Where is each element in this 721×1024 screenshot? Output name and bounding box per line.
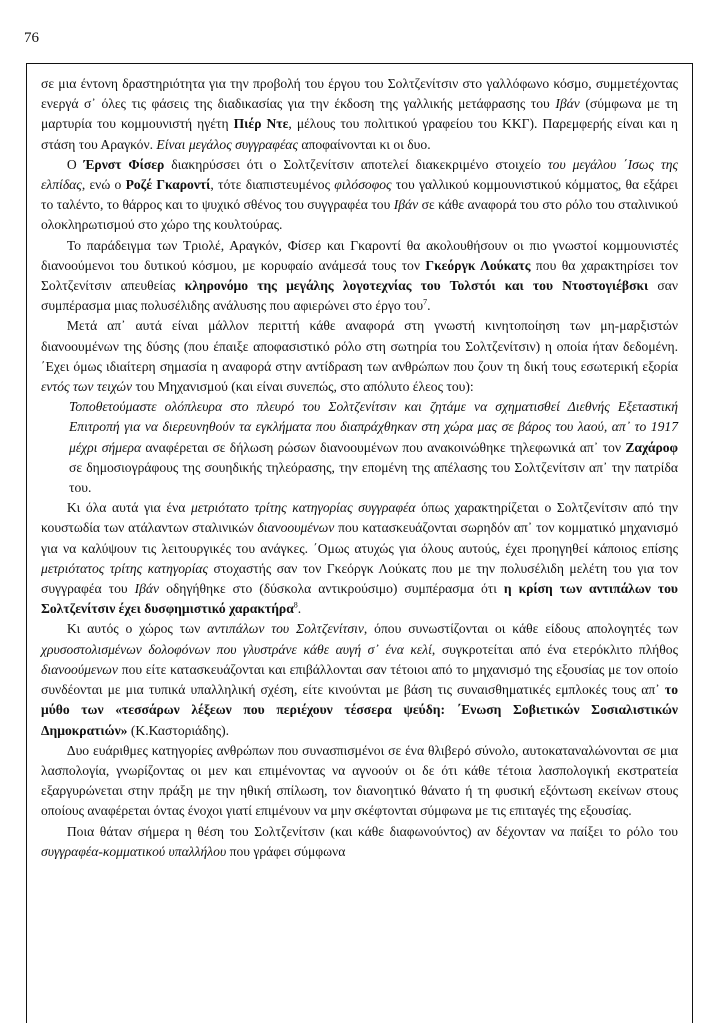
text-segment: μετριότατο τρίτης κατηγορίας συγγραφέα <box>190 500 416 516</box>
text-segment: συγγραφέα-κομματικού υπαλλήλου <box>41 843 227 859</box>
paragraph <box>41 822 678 862</box>
text-segment: Πιέρ Ντε <box>233 116 289 132</box>
footnote-marker: 7 <box>423 297 428 307</box>
text-segment: χρυσοστολισμένων δολοφόνων που γλυστράνε κάθε αυγή σ᾽ ένα κελί <box>41 641 432 657</box>
text-segment: , ενώ ο <box>81 177 126 193</box>
text-segment: Τοποθετούμαστε ολόπλευρα στο πλευρό του Σολτζενίτσιν και ζητάμε να σχηματισθεί Διεθνής Εξεταστική Επιτροπή για να διερευνηθούν τα εγκλήματα που διαπράχθηκαν στη χώρα μας σε βάρος του λαού, απ᾽ το 1917 μέχρι σήμερα <box>69 399 678 455</box>
text-segment: , τότε διαπιστευμένος <box>210 177 335 193</box>
text-segment: Ζαχάροφ <box>625 439 678 455</box>
text-segment: του Μηχανισμού (και είναι συνεπώς, στο απόλυτο έλεος του): <box>132 379 474 395</box>
text-segment: Ροζέ Γκαροντί <box>125 177 211 193</box>
text-segment: Ιβάν <box>555 96 580 112</box>
text-segment: (Κ.Καστοριάδης). <box>127 722 230 738</box>
text-segment: Ποια θάταν σήμερα η θέση του Σολτζενίτσιν (και κάθε διαφωνούντος) αν δέχονταν να παίξει το ρόλο του <box>66 823 678 839</box>
text-segment: Έρνστ Φίσερ <box>83 156 165 172</box>
text-segment: οδηγήθηκε στο (δύσκολα αντικρούσιμο) συμπέρασμα ότι <box>159 581 504 597</box>
text-segment: Γκεόργκ Λούκατς <box>425 257 531 273</box>
text-segment: κληρονόμο της μεγάλης λογοτεχνίας του Τολστόι και του Ντοστογιέβσκι <box>184 278 649 294</box>
text-segment: . <box>427 298 431 314</box>
text-segment: διανοούμενων <box>41 661 118 677</box>
text-segment: Ιβάν <box>134 581 160 597</box>
paragraph <box>41 155 678 236</box>
text-segment: η κρίση των αντιπάλων του Σολτζενίτσιν έχει δυσφημιστικό χαρακτήρα <box>41 581 678 617</box>
text-segment: σαν συμπέρασμα μιας πολυσέλιδης ανάλυσης που αφιερώνει στο έργο του <box>41 278 678 314</box>
text-segment: μετριότατος τρίτης κατηγορίας <box>41 560 208 576</box>
text-segment: Το παράδειγμα των Τριολέ, Αραγκόν, Φίσερ και Γκαροντί θα ακολουθήσουν οι πιο γνωστοί κομμουνιστές διανοούμενοι του δυτικού κόσμου, με κορυφαίο ανάμεσά τους τον <box>41 237 678 273</box>
text-segment: , μέλους του πολιτικού γραφείου του ΚΚΓ). Παρεμφερής είναι και η στάση του Αραγκόν. <box>41 116 678 152</box>
text-segment: του μεγάλου ΄Ισως της ελπίδας <box>41 156 679 193</box>
text-segment: εντός των τειχών <box>41 379 133 395</box>
text-segment: στοχαστής σαν τον Γκεόργκ Λούκατς που με την πολυσέλιδη μελέτη του για τον συγγραφέα του <box>41 560 678 597</box>
text-segment: το μύθο των «τεσσάρων λέξεων που περιέχουν τέσσερα ψεύδη: ΄Ενωση Σοβιετικών Σοσιαλιστικών Δημοκρατιών» <box>41 682 678 738</box>
text-segment: Κι όλα αυτά για ένα <box>66 500 191 516</box>
text-segment: σε κάθε αναφορά του στο ρόλο του σταλινικού ολοκληρωτισμού στο χώρο της κουλτούρας. <box>41 197 678 233</box>
text-segment: διακηρύσσει ότι ο Σολτζενίτσιν αποτελεί διακεκριμένο στοιχείο <box>164 156 548 172</box>
text-segment: Ο <box>66 156 84 172</box>
text-segment: σε δημοσιογράφους της σουηδικής τηλεόρασης, την επομένη της απέλασης του Σολτζενίτσιν απ᾽ την πατρίδα του. <box>69 459 678 496</box>
text-segment: που κατασκευάζονται σωρηδόν απ᾽ τον κομματικό μηχανισμό για να καλύψουν τις λειτουργικές του ανάγκες. ΄Ομως ατυχώς για όλους αυτούς, έχει προηγηθεί κάποιος επίσης <box>41 520 678 556</box>
text-segment: . <box>297 601 302 617</box>
text-segment: (σύμφωνα με τη μαρτυρία του κομμουνιστή ηγέτη <box>41 96 679 132</box>
text-segment: Δυο ευάριθμες κατηγορίες ανθρώπων που συνασπισμένοι σε ένα θλιβερό σύνολο, αυτοκαταναλώνονται σε μια λασπολογία, γνωρίζοντας οι μεν και επιμένοντας να αγνοούν οι δε ότι κάθε τέτοια λασπολογική εκστρατεία εξαργυρώνεται στην πράξη με την ηθική σπίλωση, τον διανοητικό θάνατο ή τη φυσική εξόντωση εκείνων στους οποίους αναφέρεται όντας ένοχοι γιατί επιμένουν να μην σκέφτονται σύμφωνα με τις επιταγές της εξουσίας. <box>41 742 678 819</box>
text-segment: Μετά απ᾽ αυτά είναι μάλλον περιττή κάθε αναφορά στη γνωστή κινητοποίηση των μη-μαρξιστών διανοουμένων της δύσης (που έπαιξε αποφασιστικό ρόλο στη σωτηρία του Σολτζενίτσιν) η οποία ήταν δεδομένη. ΄Εχει όμως ιδιαίτερη σημασία η αναφορά στην αντίδραση των ανθρώπων που ζουν τη δική τους εσωτερική εξορία <box>41 318 678 374</box>
text-segment: σε μια έντονη δραστηριότητα για την προβολή του έργου του Σολτζενίτσιν στο γαλλόφωνο κόσμο, συμμετέχοντας ενεργά σ᾽ όλες τις φάσεις της διαδικασίας για την έκδοση της γαλλικής μετάφρασης του <box>41 76 678 112</box>
body-text <box>41 74 678 862</box>
paragraph <box>41 236 678 317</box>
text-segment: Ιβάν <box>393 197 419 213</box>
text-segment: που είτε κατασκευάζονται και επιβάλλονται σαν τέτοιοι από το μηχανισμό της εξουσίας με τον οποίο συνδέονται με μια τυπικά υπαλληλική σχέση, είτε κινούνται με βάση τις συναισθηματικές εμπλοκές τους απ᾽ <box>41 661 678 698</box>
text-segment: διανοουμένων <box>257 520 335 536</box>
text-segment: , όπου συνωστίζονται οι κάθε είδους απολογητές των <box>363 621 678 637</box>
text-segment: αναφέρεται σε δήλωση ρώσων διανοουμένων που ανακοινώθηκε τηλεφωνικά απ᾽ τον <box>141 439 626 455</box>
text-segment: Είναι μεγάλος συγγραφέας <box>156 136 298 152</box>
text-frame <box>26 63 693 1023</box>
text-segment: όπως χαρακτηρίζεται ο Σολτζενίτσιν από την κουστωδία των ατάλαντων σταλινικών <box>41 500 678 536</box>
paragraph <box>41 619 678 740</box>
text-segment: Κι αυτός ο χώρος των <box>66 621 208 637</box>
text-segment: που γράφει σύμφωνα <box>226 843 346 859</box>
text-segment: φιλόσοφος <box>334 177 392 193</box>
paragraph <box>69 397 678 498</box>
text-segment: αποφαίνονται κι οι δυο. <box>297 136 431 152</box>
paragraph <box>41 498 678 619</box>
text-segment: του γαλλικού κομμουνιστικού κόμματος, θα εξάρει το ταλέντο, το θάρρος και το ψυχικό σθένος του συγγραφέα του <box>41 177 678 213</box>
text-segment: , συγκροτείται από ένα ετερόκλιτο πλήθος <box>431 641 678 657</box>
paragraph <box>41 74 678 155</box>
paragraph <box>41 316 678 397</box>
text-segment: αντιπάλων του Σολτζενίτσιν <box>207 621 364 637</box>
text-segment: που θα χαρακτηρίσει τον Σολτζενίτσιν απευθείας <box>41 257 679 294</box>
paragraph <box>41 741 678 822</box>
footnote-marker: 8 <box>293 600 298 610</box>
page-number: 76 <box>24 30 39 46</box>
